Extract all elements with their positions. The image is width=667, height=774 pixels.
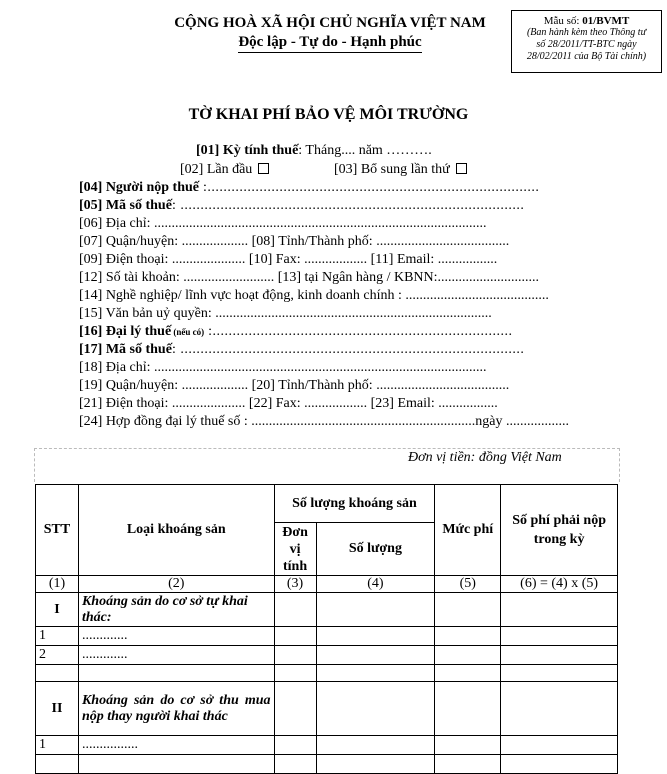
cell-quantity[interactable] xyxy=(316,682,435,736)
form-code-label: Mẫu số: xyxy=(543,15,583,27)
tax-period-label: [01] Kỳ tính thuế xyxy=(196,143,299,158)
section-row xyxy=(36,682,618,736)
field-16-dots: :........................................................................... xyxy=(204,324,513,339)
currency-unit: Đơn vị tiền: đồng Việt Nam xyxy=(408,450,562,465)
field-17-label: [17] Mã số thuế xyxy=(79,342,172,357)
section-row xyxy=(36,593,618,627)
col-index-3: (3) xyxy=(274,576,316,593)
field-04-label: [04] Người nộp thuế xyxy=(79,180,199,195)
header-fee-payable: Số phí phải nộp trong kỳ xyxy=(501,485,618,576)
cell-rate[interactable] xyxy=(435,736,501,755)
header-mineral-type: Loại khoáng sản xyxy=(78,485,274,576)
field-16-label: [16] Đại lý thuế xyxy=(79,324,172,339)
col-index-6: (6) = (4) x (5) xyxy=(501,576,618,593)
field-19-20-agent-district-province[interactable]: [19] Quận/huyện: ................... [20] Tỉnh/Thành phố: ...................................... xyxy=(79,378,510,393)
fee-table xyxy=(35,484,618,774)
row-mineral[interactable] xyxy=(78,665,274,682)
field-09-11-contact[interactable]: [09] Điện thoại: ..................... [10] Fax: .................. [11] Email: ................. xyxy=(79,252,498,267)
col-index-4: (4) xyxy=(316,576,435,593)
table-row xyxy=(36,646,618,665)
form-code xyxy=(512,15,661,27)
cell-rate[interactable] xyxy=(435,665,501,682)
row-mineral[interactable] xyxy=(78,755,274,774)
field-15-authorization[interactable]: [15] Văn bản uỷ quyền: ............................................................................... xyxy=(79,306,492,321)
section-number: I xyxy=(36,593,79,627)
header-stt: STT xyxy=(36,485,79,576)
col-index-1: (1) xyxy=(36,576,79,593)
field-17-dots: : ...................................................................................... xyxy=(171,342,525,357)
cell-fee[interactable] xyxy=(501,682,618,736)
col-index-5: (5) xyxy=(435,576,501,593)
header-quantity: Số lượng xyxy=(316,523,435,576)
cell-unit[interactable] xyxy=(274,593,316,627)
form-code-box xyxy=(511,10,662,73)
cell-fee[interactable] xyxy=(501,755,618,774)
cell-unit[interactable] xyxy=(274,736,316,755)
cell-fee[interactable] xyxy=(501,665,618,682)
field-05-dots: : ...................................................................................... xyxy=(171,198,525,213)
section-number: II xyxy=(36,682,79,736)
cell-quantity[interactable] xyxy=(316,646,435,665)
field-04-dots: :................................................................................... xyxy=(199,180,540,195)
cell-quantity[interactable] xyxy=(316,627,435,646)
field-05-label: [05] Mã số thuế xyxy=(79,198,172,213)
cell-unit[interactable] xyxy=(274,627,316,646)
field-06-address[interactable]: [06] Địa chỉ: ............................................................................................... xyxy=(79,216,487,231)
field-04-taxpayer[interactable] xyxy=(79,180,539,196)
national-motto xyxy=(150,34,510,51)
row-number: 2 xyxy=(36,646,79,665)
section-label: Khoáng sản do cơ sở thu mua nộp thay người khai thác xyxy=(78,682,274,736)
cell-unit[interactable] xyxy=(274,682,316,736)
section-label: Khoáng sản do cơ sở tự khai thác: xyxy=(78,593,274,627)
row-number: 1 xyxy=(36,627,79,646)
first-declaration xyxy=(180,162,269,178)
column-index-row xyxy=(36,576,618,593)
cell-quantity[interactable] xyxy=(316,736,435,755)
row-mineral[interactable]: ............. xyxy=(78,646,274,665)
tax-period xyxy=(196,143,432,159)
cell-quantity[interactable] xyxy=(316,755,435,774)
header-rate: Mức phí xyxy=(435,485,501,576)
field-12-13-bank-account[interactable]: [12] Số tài khoản: .......................... [13] tại Ngân hàng / KBNN:............................. xyxy=(79,270,540,285)
form-issuance-line1: (Ban hành kèm theo Thông tư xyxy=(526,27,647,38)
col-index-2: (2) xyxy=(78,576,274,593)
cell-rate[interactable] xyxy=(435,646,501,665)
table-row xyxy=(36,627,618,646)
form-issuance-line2: số 28/2011/TT-BTC ngày xyxy=(536,39,637,50)
field-21-23-agent-contact[interactable]: [21] Điện thoại: ..................... [22] Fax: .................. [23] Email: ................. xyxy=(79,396,498,411)
row-mineral[interactable]: ............. xyxy=(78,627,274,646)
country-name: CỘNG HOÀ XÃ HỘI CHỦ NGHĨA VIỆT NAM xyxy=(174,15,486,31)
cell-quantity[interactable] xyxy=(316,593,435,627)
field-17-agent-tax-code[interactable] xyxy=(79,342,524,358)
form-issuance-line3: 28/02/2011 của Bộ Tài chính) xyxy=(526,51,647,62)
cell-unit[interactable] xyxy=(274,755,316,774)
field-14-business-line[interactable]: [14] Nghề nghiệp/ lĩnh vực hoạt động, kinh doanh chính : ......................................... xyxy=(79,288,549,303)
field-05-tax-code[interactable] xyxy=(79,198,524,214)
cell-rate[interactable] xyxy=(435,593,501,627)
table-row xyxy=(36,665,618,682)
cell-fee[interactable] xyxy=(501,593,618,627)
table-row xyxy=(36,755,618,774)
motto-text: Độc lập - Tự do - Hạnh phúc xyxy=(238,34,421,53)
row-number: 1 xyxy=(36,736,79,755)
cell-unit[interactable] xyxy=(274,665,316,682)
form-title: TỜ KHAI PHÍ BẢO VỆ MÔI TRƯỜNG xyxy=(188,106,469,123)
supplementary-declaration xyxy=(334,162,467,178)
header-unit: Đơn vị tính xyxy=(274,523,316,576)
field-16-note: (nếu có) xyxy=(171,327,205,337)
cell-rate[interactable] xyxy=(435,627,501,646)
cell-fee[interactable] xyxy=(501,627,618,646)
cell-quantity[interactable] xyxy=(316,665,435,682)
field-16-tax-agent[interactable] xyxy=(79,324,513,340)
cell-rate[interactable] xyxy=(435,755,501,774)
cell-fee[interactable] xyxy=(501,736,618,755)
table-row xyxy=(36,736,618,755)
field-24-agency-contract[interactable]: [24] Hợp đồng đại lý thuế số : ................................................................ngày .................. xyxy=(79,414,569,429)
field-18-agent-address[interactable]: [18] Địa chỉ: ............................................................................................... xyxy=(79,360,487,375)
supplementary-declaration-checkbox[interactable] xyxy=(456,163,467,174)
supplementary-declaration-label: [03] Bổ sung lần thứ xyxy=(334,162,450,177)
first-declaration-checkbox[interactable] xyxy=(258,163,269,174)
cell-rate[interactable] xyxy=(435,682,501,736)
field-07-08-district-province[interactable]: [07] Quận/huyện: ................... [08] Tỉnh/Thành phố: ...................................... xyxy=(79,234,510,249)
cell-unit[interactable] xyxy=(274,646,316,665)
row-mineral[interactable]: ................ xyxy=(78,736,274,755)
cell-fee[interactable] xyxy=(501,646,618,665)
header-quantity-group: Số lượng khoáng sản xyxy=(274,485,435,523)
tax-period-value: : Tháng.... năm ………. xyxy=(298,143,432,158)
form-code-value: 01/BVMT xyxy=(582,15,630,27)
first-declaration-label: [02] Lần đầu xyxy=(180,162,253,177)
